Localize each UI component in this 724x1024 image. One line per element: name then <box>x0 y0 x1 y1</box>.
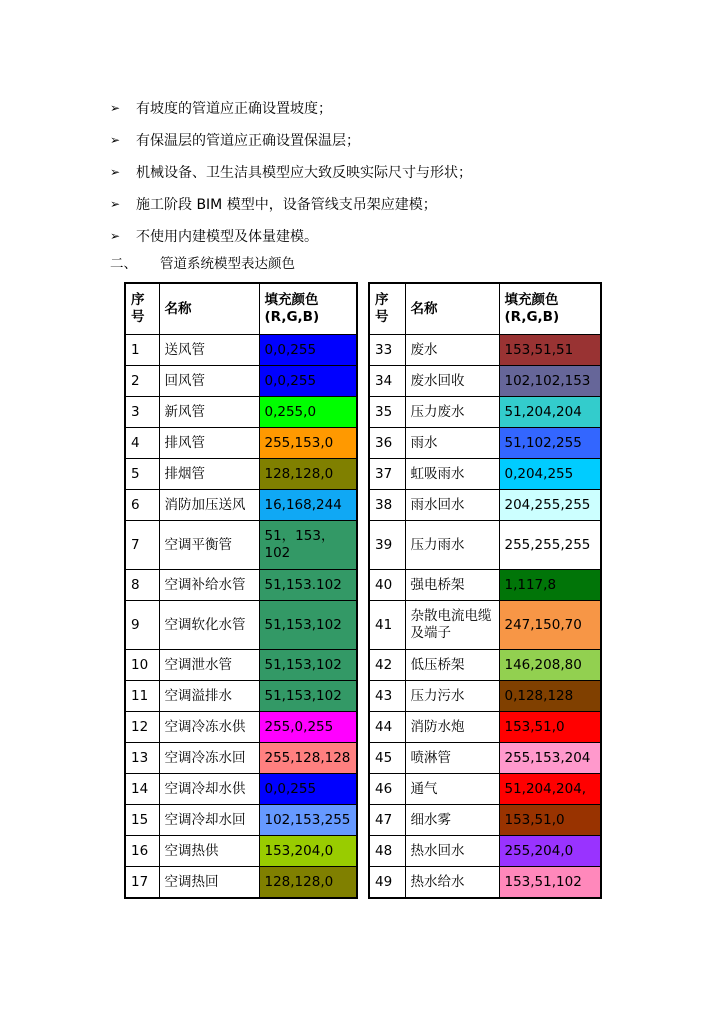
section-title: 管道系统模型表达颜色 <box>160 256 295 272</box>
color-swatch: 128,128,0 <box>259 867 357 899</box>
header-no: 序 号 <box>125 283 159 335</box>
table-row <box>125 712 357 743</box>
bullet-item <box>110 92 670 124</box>
table-row <box>369 459 601 490</box>
table-row <box>369 428 601 459</box>
color-swatch: 1,117,8 <box>499 570 601 601</box>
bullet-item <box>110 124 670 156</box>
bullet-text: 不使用内建模型及体量建模。 <box>136 229 318 245</box>
row-number: 6 <box>125 490 159 521</box>
color-swatch: 102,153,255 <box>259 805 357 836</box>
table-row <box>125 335 357 366</box>
row-number: 16 <box>125 836 159 867</box>
row-number: 36 <box>369 428 405 459</box>
row-number: 48 <box>369 836 405 867</box>
table-row <box>369 521 601 570</box>
bullet-text: 有保温层的管道应正确设置保温层； <box>136 133 360 149</box>
color-swatch: 153,51,0 <box>499 712 601 743</box>
color-swatch: 0,255,0 <box>259 397 357 428</box>
table-row <box>125 836 357 867</box>
color-swatch: 153,51,0 <box>499 805 601 836</box>
row-number: 49 <box>369 867 405 899</box>
row-number: 37 <box>369 459 405 490</box>
pipe-name: 杂散电流电缆及端子 <box>405 601 499 650</box>
pipe-name: 回风管 <box>159 366 259 397</box>
pipe-name: 新风管 <box>159 397 259 428</box>
pipe-name: 空调热供 <box>159 836 259 867</box>
pipe-name: 虹吸雨水 <box>405 459 499 490</box>
pipe-name: 通气 <box>405 774 499 805</box>
table-row <box>125 774 357 805</box>
pipe-name: 压力污水 <box>405 681 499 712</box>
pipe-name: 空调溢排水 <box>159 681 259 712</box>
color-swatch: 255,153,204 <box>499 743 601 774</box>
color-swatch: 0,0,255 <box>259 335 357 366</box>
color-swatch: 146,208,80 <box>499 650 601 681</box>
section-number: 二、 <box>110 256 137 272</box>
table-row <box>125 397 357 428</box>
row-number: 14 <box>125 774 159 805</box>
row-number: 46 <box>369 774 405 805</box>
color-swatch: 128,128,0 <box>259 459 357 490</box>
table-row <box>369 805 601 836</box>
row-number: 4 <box>125 428 159 459</box>
row-number: 13 <box>125 743 159 774</box>
arrow-bullet-icon: ➢ <box>110 229 121 243</box>
table-row <box>125 743 357 774</box>
header-color: 填充颜色 (R,G,B) <box>499 283 601 335</box>
bullet-text: 施工阶段 BIM 模型中，设备管线支吊架应建模； <box>136 197 437 213</box>
bullet-item <box>110 156 670 188</box>
pipe-name: 空调泄水管 <box>159 650 259 681</box>
pipe-name: 空调冷却水供 <box>159 774 259 805</box>
color-swatch: 255,204,0 <box>499 836 601 867</box>
color-swatch: 51,153,102 <box>259 601 357 650</box>
arrow-bullet-icon: ➢ <box>110 101 121 115</box>
color-swatch: 255,255,255 <box>499 521 601 570</box>
pipe-name: 空调冷冻水供 <box>159 712 259 743</box>
pipe-name: 空调冷冻水回 <box>159 743 259 774</box>
row-number: 17 <box>125 867 159 899</box>
color-swatch: 0,0,255 <box>259 366 357 397</box>
pipe-name: 空调热回 <box>159 867 259 899</box>
table-row <box>125 681 357 712</box>
row-number: 15 <box>125 805 159 836</box>
table-row <box>125 650 357 681</box>
pipe-name: 空调补给水管 <box>159 570 259 601</box>
arrow-bullet-icon: ➢ <box>110 133 121 147</box>
arrow-bullet-icon: ➢ <box>110 165 121 179</box>
row-number: 9 <box>125 601 159 650</box>
table-row <box>369 836 601 867</box>
pipe-name: 消防水炮 <box>405 712 499 743</box>
row-number: 1 <box>125 335 159 366</box>
color-table-right <box>368 282 602 899</box>
row-number: 40 <box>369 570 405 601</box>
pipe-name: 热水给水 <box>405 867 499 899</box>
row-number: 10 <box>125 650 159 681</box>
row-number: 41 <box>369 601 405 650</box>
table-row <box>369 867 601 899</box>
row-number: 35 <box>369 397 405 428</box>
color-swatch: 51,204,204, <box>499 774 601 805</box>
table-row <box>369 335 601 366</box>
table-row <box>125 805 357 836</box>
color-swatch: 255,0,255 <box>259 712 357 743</box>
table-row <box>125 459 357 490</box>
row-number: 12 <box>125 712 159 743</box>
pipe-name: 排烟管 <box>159 459 259 490</box>
pipe-name: 细水雾 <box>405 805 499 836</box>
table-row <box>125 570 357 601</box>
row-number: 5 <box>125 459 159 490</box>
row-number: 33 <box>369 335 405 366</box>
table-row <box>369 681 601 712</box>
row-number: 43 <box>369 681 405 712</box>
color-swatch: 153,51,51 <box>499 335 601 366</box>
pipe-name: 雨水回水 <box>405 490 499 521</box>
pipe-name: 喷淋管 <box>405 743 499 774</box>
color-swatch: 255,128,128 <box>259 743 357 774</box>
bullet-text: 机械设备、卫生洁具模型应大致反映实际尺寸与形状； <box>136 165 472 181</box>
table-row <box>125 521 357 570</box>
color-swatch: 247,150,70 <box>499 601 601 650</box>
color-swatch: 51,153,102 <box>259 681 357 712</box>
arrow-bullet-icon: ➢ <box>110 197 121 211</box>
row-number: 34 <box>369 366 405 397</box>
table-row <box>369 650 601 681</box>
pipe-name: 低压桥架 <box>405 650 499 681</box>
table-row <box>369 570 601 601</box>
color-swatch: 102,102,153 <box>499 366 601 397</box>
table-row <box>125 601 357 650</box>
color-swatch: 51,153.102 <box>259 570 357 601</box>
color-swatch: 0,0,255 <box>259 774 357 805</box>
pipe-name: 空调冷却水回 <box>159 805 259 836</box>
header-row <box>369 283 601 335</box>
row-number: 45 <box>369 743 405 774</box>
color-swatch: 16,168,244 <box>259 490 357 521</box>
table-row <box>125 366 357 397</box>
table-row <box>369 601 601 650</box>
bullet-list <box>110 92 670 252</box>
color-swatch: 51,204,204 <box>499 397 601 428</box>
color-swatch: 51,102,255 <box>499 428 601 459</box>
color-swatch: 0,128,128 <box>499 681 601 712</box>
bullet-text: 有坡度的管道应正确设置坡度； <box>136 101 332 117</box>
pipe-name: 压力雨水 <box>405 521 499 570</box>
table-row <box>369 712 601 743</box>
pipe-name: 废水 <box>405 335 499 366</box>
pipe-name: 雨水 <box>405 428 499 459</box>
color-swatch: 153,204,0 <box>259 836 357 867</box>
color-swatch: 51，153，102 <box>259 521 357 570</box>
pipe-name: 送风管 <box>159 335 259 366</box>
header-name: 名称 <box>159 283 259 335</box>
row-number: 11 <box>125 681 159 712</box>
pipe-name: 压力废水 <box>405 397 499 428</box>
table-row <box>369 366 601 397</box>
table-row <box>369 774 601 805</box>
table-row <box>125 490 357 521</box>
header-color: 填充颜色 (R,G,B) <box>259 283 357 335</box>
table-row <box>369 490 601 521</box>
row-number: 38 <box>369 490 405 521</box>
bullet-item <box>110 188 670 220</box>
row-number: 39 <box>369 521 405 570</box>
pipe-name: 废水回收 <box>405 366 499 397</box>
table-row <box>369 743 601 774</box>
header-name: 名称 <box>405 283 499 335</box>
color-swatch: 255,153,0 <box>259 428 357 459</box>
color-swatch: 153,51,102 <box>499 867 601 899</box>
row-number: 47 <box>369 805 405 836</box>
pipe-name: 排风管 <box>159 428 259 459</box>
pipe-name: 空调平衡管 <box>159 521 259 570</box>
header-no: 序 号 <box>369 283 405 335</box>
table-row <box>369 397 601 428</box>
row-number: 7 <box>125 521 159 570</box>
pipe-name: 空调软化水管 <box>159 601 259 650</box>
row-number: 2 <box>125 366 159 397</box>
row-number: 42 <box>369 650 405 681</box>
pipe-name: 消防加压送风 <box>159 490 259 521</box>
bullet-item <box>110 220 670 252</box>
section-heading <box>110 252 295 272</box>
table-row <box>125 867 357 899</box>
pipe-name: 强电桥架 <box>405 570 499 601</box>
color-swatch: 51,153,102 <box>259 650 357 681</box>
color-swatch: 204,255,255 <box>499 490 601 521</box>
row-number: 8 <box>125 570 159 601</box>
color-swatch: 0,204,255 <box>499 459 601 490</box>
row-number: 3 <box>125 397 159 428</box>
pipe-name: 热水回水 <box>405 836 499 867</box>
row-number: 44 <box>369 712 405 743</box>
header-row <box>125 283 357 335</box>
table-row <box>125 428 357 459</box>
color-table-left <box>124 282 358 899</box>
